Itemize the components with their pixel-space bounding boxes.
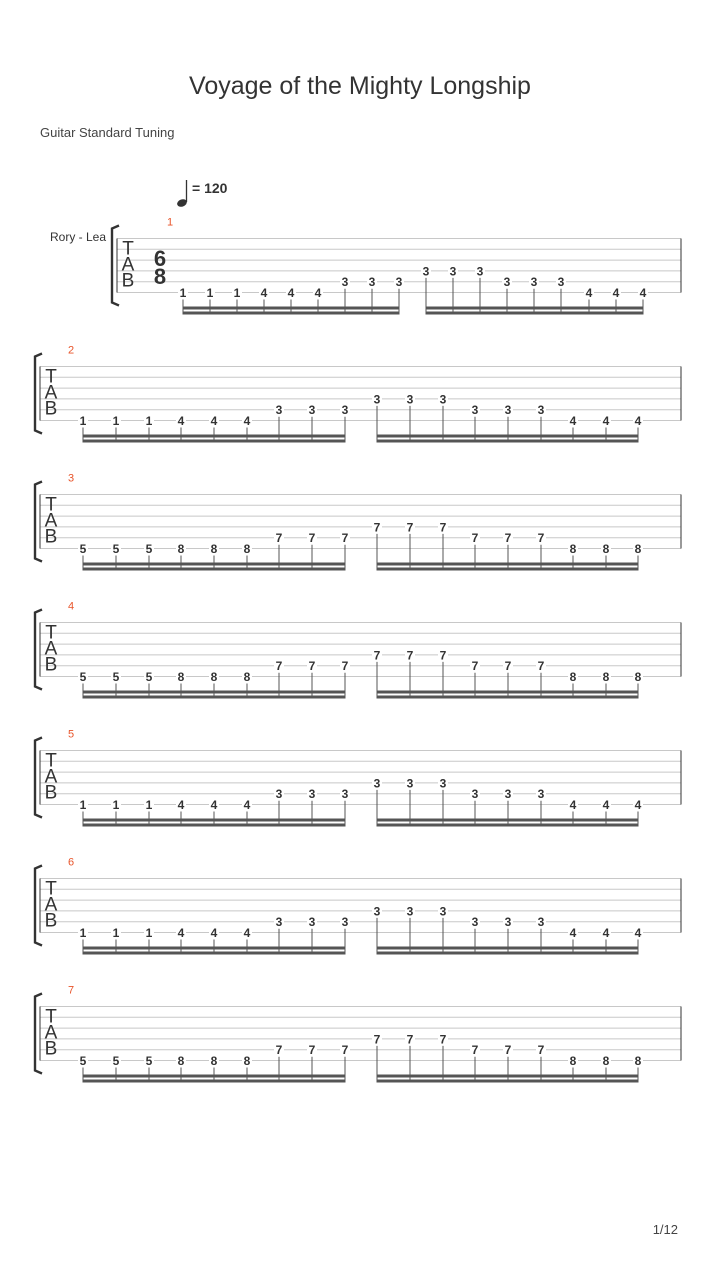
beam-secondary xyxy=(377,819,638,822)
fret-number: 3 xyxy=(471,787,479,802)
page-indicator: 1/12 xyxy=(652,1222,678,1237)
fret-number: 7 xyxy=(504,659,512,674)
fret-number: 8 xyxy=(634,670,642,684)
fret-number: 3 xyxy=(406,776,414,791)
beam-secondary xyxy=(377,691,638,694)
fret-number: 4 xyxy=(260,286,268,300)
fret-number: 8 xyxy=(243,1054,251,1068)
fret-number: 3 xyxy=(471,915,479,930)
fret-number: 3 xyxy=(308,403,316,418)
tuning-label: Guitar Standard Tuning xyxy=(40,125,175,140)
fret-number: 1 xyxy=(112,414,120,428)
tab-clef-letter: B xyxy=(44,910,58,932)
tab-clef-letter: A xyxy=(44,382,58,404)
beam-secondary xyxy=(377,435,638,438)
fret-number: 4 xyxy=(177,414,185,428)
tab-clef-letter: T xyxy=(45,750,57,772)
tab-clef-letter: T xyxy=(122,238,134,260)
fret-number: 3 xyxy=(504,915,512,930)
measure-number: 1 xyxy=(167,216,174,229)
fret-number: 3 xyxy=(503,275,511,290)
fret-number: 1 xyxy=(112,798,120,812)
system-bracket xyxy=(35,866,42,946)
fret-number: 8 xyxy=(634,542,642,556)
fret-number: 4 xyxy=(569,414,577,428)
fret-number: 3 xyxy=(530,275,538,290)
fret-number: 4 xyxy=(569,798,577,812)
fret-number: 4 xyxy=(569,926,577,940)
fret-number: 7 xyxy=(471,659,479,674)
measure-number: 3 xyxy=(68,472,75,485)
fret-number: 3 xyxy=(504,403,512,418)
fret-number: 8 xyxy=(602,1054,610,1068)
tab-clef-letter: T xyxy=(45,878,57,900)
fret-number: 1 xyxy=(79,926,87,940)
tab-clef-letter: A xyxy=(121,254,135,276)
beam-primary xyxy=(83,952,345,955)
fret-number: 8 xyxy=(210,1054,218,1068)
beam-secondary xyxy=(377,947,638,950)
fret-number: 4 xyxy=(243,414,251,428)
beam-primary xyxy=(83,440,345,443)
fret-number: 3 xyxy=(275,915,283,930)
fret-number: 3 xyxy=(537,403,545,418)
beam-primary xyxy=(377,952,638,955)
beam-secondary xyxy=(426,307,643,310)
system-bracket xyxy=(35,354,42,434)
fret-number: 3 xyxy=(422,264,430,279)
system-bracket xyxy=(112,226,119,306)
fret-number: 7 xyxy=(341,1043,349,1058)
fret-number: 5 xyxy=(112,1054,120,1068)
fret-number: 3 xyxy=(275,787,283,802)
fret-number: 4 xyxy=(612,286,620,300)
fret-number: 3 xyxy=(471,403,479,418)
measure-number: 2 xyxy=(68,344,75,357)
tab-clef-letter: A xyxy=(44,510,58,532)
beam-primary xyxy=(183,312,399,315)
fret-number: 3 xyxy=(308,787,316,802)
tab-clef-letter: A xyxy=(44,1022,58,1044)
fret-number: 7 xyxy=(537,1043,545,1058)
fret-number: 7 xyxy=(308,659,316,674)
fret-number: 4 xyxy=(585,286,593,300)
fret-number: 1 xyxy=(233,286,241,300)
fret-number: 5 xyxy=(79,1054,87,1068)
fret-number: 3 xyxy=(439,392,447,407)
fret-number: 4 xyxy=(287,286,295,300)
fret-number: 8 xyxy=(177,670,185,684)
fret-number: 7 xyxy=(471,1043,479,1058)
beam-secondary xyxy=(377,563,638,566)
fret-number: 4 xyxy=(634,798,642,812)
fret-number: 7 xyxy=(275,531,283,546)
fret-number: 7 xyxy=(373,648,381,663)
time-signature-numerator: 6 xyxy=(153,246,167,271)
fret-number: 8 xyxy=(602,670,610,684)
fret-number: 7 xyxy=(439,1032,447,1047)
fret-number: 4 xyxy=(634,414,642,428)
beam-secondary xyxy=(83,1075,345,1078)
fret-number: 1 xyxy=(79,414,87,428)
beam-primary xyxy=(426,312,643,315)
fret-number: 3 xyxy=(373,776,381,791)
tab-clef-letter: B xyxy=(44,782,58,804)
fret-number: 4 xyxy=(243,926,251,940)
beam-secondary xyxy=(83,435,345,438)
tab-clef-letter: A xyxy=(44,638,58,660)
fret-number: 8 xyxy=(177,1054,185,1068)
fret-number: 3 xyxy=(449,264,457,279)
fret-number: 4 xyxy=(602,798,610,812)
fret-number: 3 xyxy=(537,915,545,930)
beam-secondary xyxy=(183,307,399,310)
fret-number: 8 xyxy=(569,1054,577,1068)
fret-number: 3 xyxy=(341,403,349,418)
fret-number: 4 xyxy=(243,798,251,812)
tempo-label: = 120 xyxy=(192,180,228,196)
fret-number: 3 xyxy=(368,275,376,290)
tab-clef-letter: B xyxy=(44,654,58,676)
fret-number: 7 xyxy=(373,520,381,535)
measure-number: 7 xyxy=(68,984,75,997)
fret-number: 5 xyxy=(79,670,87,684)
fret-number: 7 xyxy=(275,1043,283,1058)
fret-number: 1 xyxy=(79,798,87,812)
system-bracket xyxy=(35,610,42,690)
beam-primary xyxy=(377,696,638,699)
song-title: Voyage of the Mighty Longship xyxy=(189,72,531,100)
fret-number: 3 xyxy=(341,787,349,802)
fret-number: 3 xyxy=(439,776,447,791)
fret-number: 7 xyxy=(439,520,447,535)
system-bracket xyxy=(35,994,42,1074)
beam-primary xyxy=(83,1080,345,1083)
fret-number: 3 xyxy=(341,275,349,290)
tab-clef-letter: T xyxy=(45,366,57,388)
fret-number: 8 xyxy=(569,670,577,684)
fret-number: 3 xyxy=(439,904,447,919)
fret-number: 4 xyxy=(177,926,185,940)
fret-number: 7 xyxy=(275,659,283,674)
fret-number: 8 xyxy=(210,542,218,556)
measure-number: 5 xyxy=(68,728,75,741)
fret-number: 1 xyxy=(112,926,120,940)
beam-primary xyxy=(377,568,638,571)
fret-number: 4 xyxy=(210,798,218,812)
fret-number: 4 xyxy=(602,926,610,940)
beam-primary xyxy=(377,824,638,827)
fret-number: 4 xyxy=(314,286,322,300)
fret-number: 3 xyxy=(406,904,414,919)
fret-number: 3 xyxy=(373,392,381,407)
fret-number: 3 xyxy=(537,787,545,802)
fret-number: 7 xyxy=(471,531,479,546)
fret-number: 7 xyxy=(504,1043,512,1058)
fret-number: 5 xyxy=(145,670,153,684)
fret-number: 1 xyxy=(145,926,153,940)
fret-number: 7 xyxy=(406,520,414,535)
beam-secondary xyxy=(83,563,345,566)
fret-number: 5 xyxy=(145,1054,153,1068)
fret-number: 4 xyxy=(639,286,647,300)
fret-number: 1 xyxy=(206,286,214,300)
fret-number: 3 xyxy=(395,275,403,290)
fret-number: 8 xyxy=(177,542,185,556)
fret-number: 7 xyxy=(406,648,414,663)
fret-number: 7 xyxy=(341,531,349,546)
fret-number: 3 xyxy=(504,787,512,802)
fret-number: 4 xyxy=(210,414,218,428)
fret-number: 3 xyxy=(373,904,381,919)
fret-number: 3 xyxy=(308,915,316,930)
beam-primary xyxy=(83,568,345,571)
fret-number: 8 xyxy=(602,542,610,556)
tab-clef-letter: B xyxy=(44,398,58,420)
tab-clef-letter: B xyxy=(44,526,58,548)
fret-number: 8 xyxy=(634,1054,642,1068)
beam-primary xyxy=(377,440,638,443)
beam-primary xyxy=(83,696,345,699)
time-signature-denominator: 8 xyxy=(153,264,167,289)
tab-clef-letter: T xyxy=(45,1006,57,1028)
measure-number: 6 xyxy=(68,856,75,869)
tab-clef-letter: T xyxy=(45,622,57,644)
track-name: Rory - Lea xyxy=(50,230,107,244)
fret-number: 5 xyxy=(112,670,120,684)
fret-number: 7 xyxy=(537,531,545,546)
beam-primary xyxy=(83,824,345,827)
fret-number: 1 xyxy=(145,414,153,428)
fret-number: 3 xyxy=(275,403,283,418)
fret-number: 7 xyxy=(308,531,316,546)
fret-number: 7 xyxy=(341,659,349,674)
measure-number: 4 xyxy=(68,600,75,613)
fret-number: 8 xyxy=(210,670,218,684)
tab-clef-letter: A xyxy=(44,766,58,788)
fret-number: 8 xyxy=(243,670,251,684)
fret-number: 1 xyxy=(145,798,153,812)
fret-number: 3 xyxy=(476,264,484,279)
fret-number: 7 xyxy=(537,659,545,674)
fret-number: 4 xyxy=(177,798,185,812)
fret-number: 3 xyxy=(406,392,414,407)
fret-number: 8 xyxy=(243,542,251,556)
fret-number: 5 xyxy=(79,542,87,556)
fret-number: 7 xyxy=(373,1032,381,1047)
fret-number: 3 xyxy=(341,915,349,930)
system-bracket xyxy=(35,482,42,562)
beam-primary xyxy=(377,1080,638,1083)
fret-number: 4 xyxy=(210,926,218,940)
system-bracket xyxy=(35,738,42,818)
beam-secondary xyxy=(377,1075,638,1078)
tab-clef-letter: T xyxy=(45,494,57,516)
fret-number: 4 xyxy=(602,414,610,428)
fret-number: 4 xyxy=(634,926,642,940)
fret-number: 5 xyxy=(112,542,120,556)
fret-number: 7 xyxy=(308,1043,316,1058)
fret-number: 5 xyxy=(145,542,153,556)
beam-secondary xyxy=(83,691,345,694)
fret-number: 8 xyxy=(569,542,577,556)
beam-secondary xyxy=(83,819,345,822)
tab-clef-letter: B xyxy=(121,270,135,292)
fret-number: 7 xyxy=(504,531,512,546)
fret-number: 7 xyxy=(406,1032,414,1047)
beam-secondary xyxy=(83,947,345,950)
tab-clef-letter: B xyxy=(44,1038,58,1060)
fret-number: 7 xyxy=(439,648,447,663)
fret-number: 1 xyxy=(179,286,187,300)
fret-number: 3 xyxy=(557,275,565,290)
tab-clef-letter: A xyxy=(44,894,58,916)
